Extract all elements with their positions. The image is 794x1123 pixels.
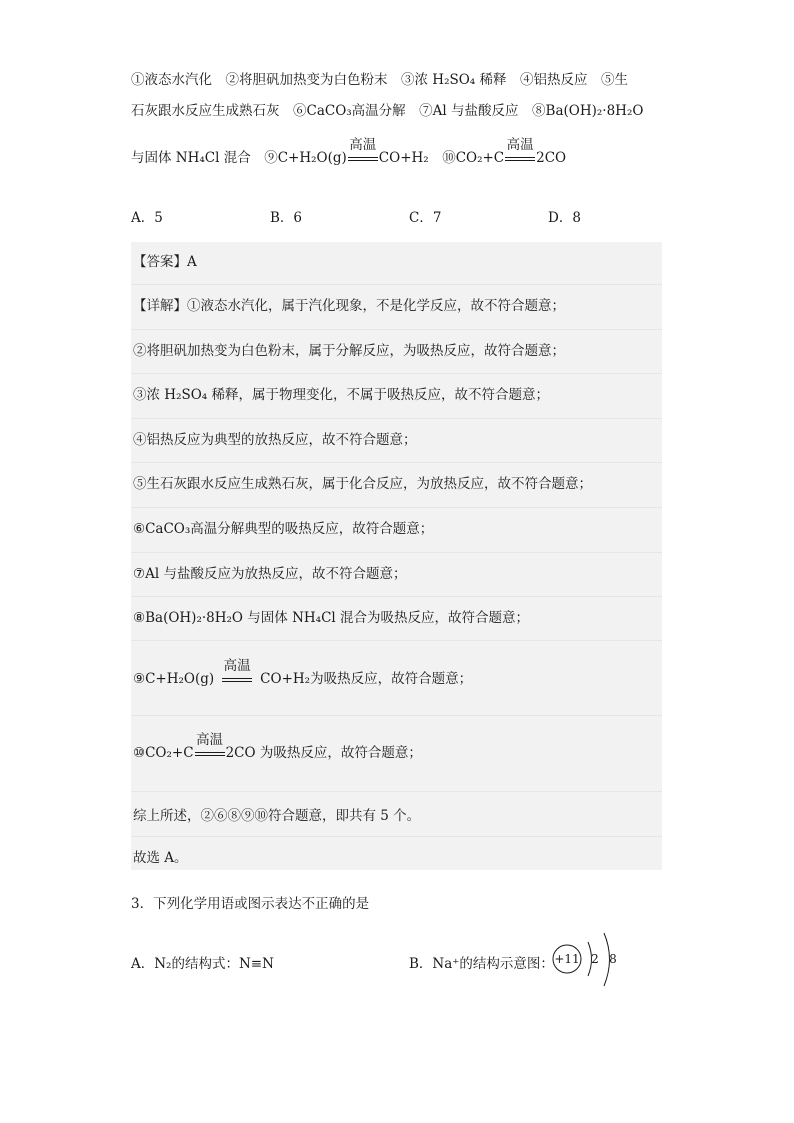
shell-2-electrons: 8: [609, 952, 617, 966]
detail-line-4: ④铝热反应为典型的放热反应，故不符合题意；: [133, 432, 417, 448]
detail-line-6: ⑥CaCO₃高温分解典型的吸热反应，故符合题意；: [133, 521, 434, 537]
option-c: C．7: [409, 210, 442, 226]
question-3-option-a: A．N₂的结构式：N≡N: [131, 956, 274, 972]
question-3-option-b: B．Na⁺的结构示意图：: [409, 956, 554, 972]
detail-line-2: ②将胆矾加热变为白色粉末，属于分解反应，为吸热反应，故符合题意；: [133, 343, 565, 359]
nucleus-charge: +11: [554, 952, 580, 966]
high-temp-condition-2: [505, 137, 535, 166]
detail-title: 【详解】: [133, 298, 187, 314]
question-line-1: ①液态水汽化 ②将胆矾加热变为白色粉末 ③浓 H₂SO₄ 稀释 ④铝热反应 ⑤生: [131, 72, 628, 88]
final-answer: 故选 A。: [133, 850, 188, 866]
detail-line-3: ③浓 H₂SO₄ 稀释，属于物理变化，不属于吸热反应，故不符合题意；: [133, 387, 549, 403]
answer-panel: [131, 242, 662, 870]
detail-line-8: ⑧Ba(OH)₂·8H₂O 与固体 NH₄Cl 混合为吸热反应，故符合题意；: [133, 610, 530, 626]
question-line-3: [131, 137, 567, 166]
sodium-ion-structure-diagram: [551, 928, 631, 990]
option-d: D．8: [548, 210, 581, 226]
condition-label: 高温: [196, 732, 224, 748]
high-temp-condition-4: [195, 732, 225, 761]
shell-1-electrons: 2: [591, 952, 599, 966]
question-line-3a: 与固体 NH₄Cl 混合 ⑨C+H₂O(g): [131, 150, 347, 166]
condition-label: 高温: [506, 137, 534, 153]
detail-line-9: ⑨C+H₂O(g) 高温 CO+H₂为吸热反应，故符合题意；: [133, 667, 662, 687]
summary-line: 综上所述，②⑥⑧⑨⑩符合题意，即共有 5 个。: [133, 808, 421, 824]
question-3-stem: 3．下列化学用语或图示表达不正确的是: [131, 896, 370, 912]
detail-line-1: 【详解】①液态水汽化，属于汽化现象，不是化学反应，故不符合题意；: [133, 298, 565, 314]
condition-label: 高温: [349, 137, 377, 153]
option-a: A．5: [131, 210, 163, 226]
question-line-3c: 2CO: [536, 150, 567, 166]
option-b: B．6: [270, 210, 303, 226]
answer-title: 【答案】A: [133, 254, 197, 270]
high-temp-condition-1: [348, 137, 378, 166]
question-line-3b: CO+H₂ ⑩CO₂+C: [378, 150, 505, 166]
condition-label: 高温: [223, 658, 251, 674]
detail-line-10: ⑩CO₂+C 高温 2CO 为吸热反应，故符合题意；: [133, 741, 662, 761]
question-line-2: 石灰跟水反应生成熟石灰 ⑥CaCO₃高温分解 ⑦Al 与盐酸反应 ⑧Ba(OH)₂·8H₂O: [131, 103, 644, 119]
detail-line-5: ⑤生石灰跟水反应生成熟石灰，属于化合反应，为放热反应，故不符合题意；: [133, 476, 592, 492]
detail-line-7: ⑦Al 与盐酸反应为放热反应，故不符合题意；: [133, 566, 407, 582]
high-temp-condition-3: [222, 658, 252, 687]
